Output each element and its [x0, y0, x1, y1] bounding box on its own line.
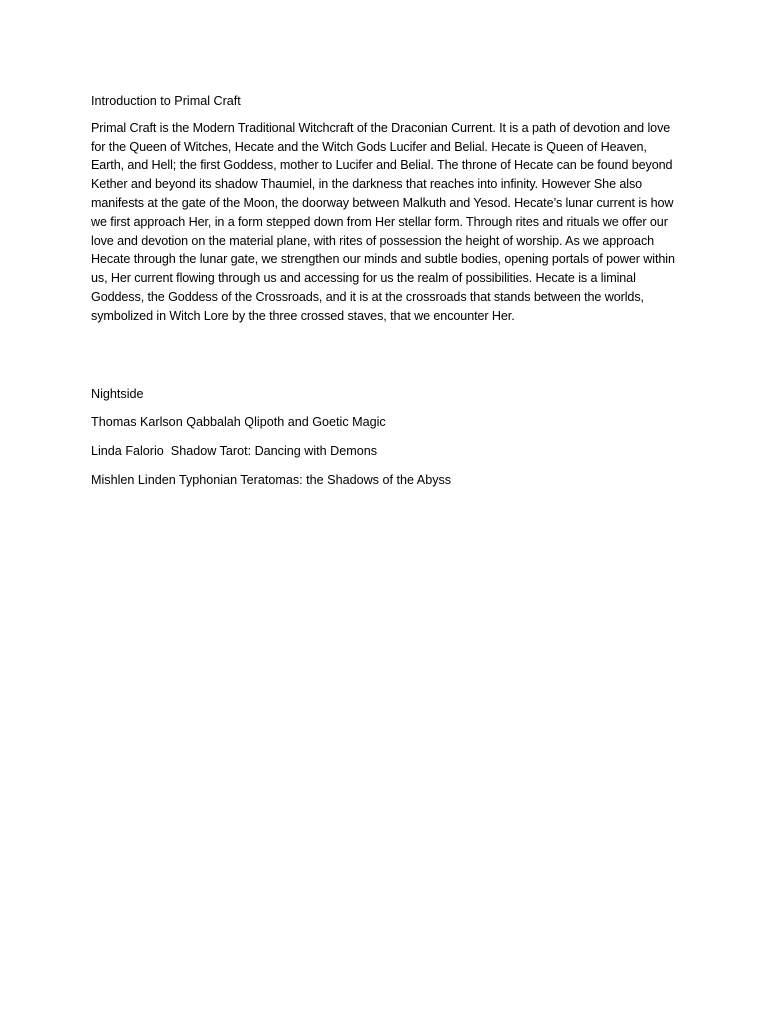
intro-paragraph: Primal Craft is the Modern Traditional Witchcraft of the Draconian Current. It is a path of devotion and love for the Queen of Witches, Hecate and the Witch Gods Lucifer and Belial. Hecate is Queen of Heaven, Earth, and Hell; the first Goddess, mother to Lucifer and Belial. The throne of Hecate can be found beyond Kether and beyond its shadow Thaumiel, in the darkness that reaches into infinity. However She also manifests at the gate of the Moon, the doorway between Malkuth and Yesod. Hecate’s lunar current is how we first approach Her, in a form stepped down from Her stellar form. Through rites and rituals we offer our love and devotion on the material plane, with rites of possession the height of worship. As we approach Hecate through the lunar gate, we strengthen our minds and subtle bodies, opening portals of power within us, Her current flowing through us and accessing for us the realm of possibilities. Hecate is a liminal Goddess, the Goddess of the Crossroads, and it is at the crossroads that stands between the worlds, symbolized in Witch Lore by the three crossed staves, that we encounter Her.: [91, 120, 675, 323]
section-title: Nightside: [91, 386, 144, 401]
reference-item: Linda Falorio Shadow Tarot: Dancing with Demons: [91, 444, 378, 459]
section-spacer: [91, 326, 678, 385]
reference-item: Thomas Karlson Qabbalah Qlipoth and Goetic Magic: [91, 415, 386, 430]
document-heading: Introduction to Primal Craft: [91, 94, 241, 108]
document-content: [91, 92, 678, 500]
reference-item: Mishlen Linden Typhonian Teratomas: the Shadows of the Abyss: [91, 472, 452, 487]
